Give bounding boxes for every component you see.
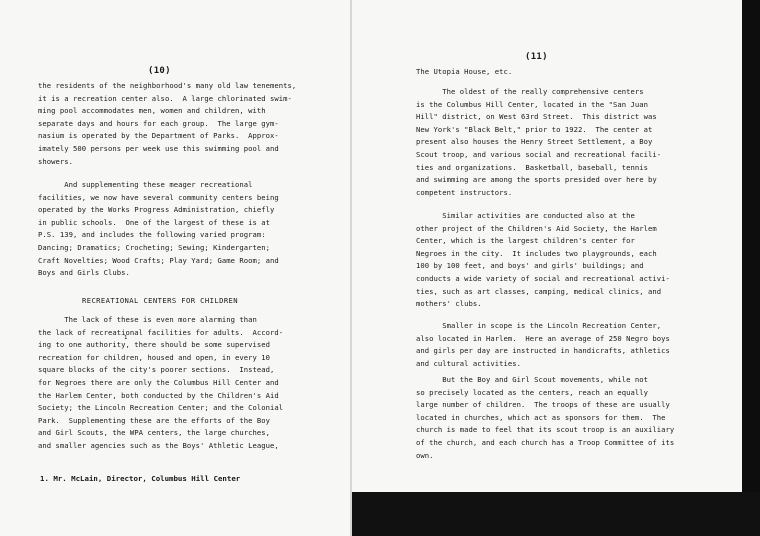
text-line: facilities, we now have several community centers being xyxy=(38,192,279,202)
text-line: conducts a wide variety of social and recreational activi- xyxy=(416,273,670,283)
text-line: other project of the Children's Aid Society, the Harlem xyxy=(416,223,657,233)
text-line: also located in Harlem. Here an average of 250 Negro boys xyxy=(416,333,670,343)
text-line: separate days and hours for each group. The large gym- xyxy=(38,118,279,128)
text-line: Society; the Lincoln Recreation Center; and the Colonial xyxy=(38,403,284,413)
text-line: is the Columbus Hill Center, located in the "San Juan xyxy=(416,99,648,109)
text-line: mothers' clubs. xyxy=(416,299,482,309)
right-paragraph-5 xyxy=(416,374,674,462)
left-page xyxy=(0,0,352,536)
text-line: and Girl Scouts, the WPA centers, the large churches, xyxy=(38,428,270,438)
scan-border-right xyxy=(742,0,760,492)
right-page xyxy=(352,0,742,492)
text-line: and swimming are among the sports presided over here by xyxy=(416,175,657,185)
text-line: imately 500 persons per week use this swimming pool and xyxy=(38,143,279,153)
text-line: own. xyxy=(416,450,434,460)
right-paragraph-3 xyxy=(416,210,670,311)
text-line: and smaller agencies such as the Boys' Athletic League, xyxy=(38,440,279,450)
text-line: P.S. 139, and includes the following varied program: xyxy=(38,230,266,240)
text-line: recreation for children, housed and open, in every 10 xyxy=(38,352,270,362)
text-line: Scout troop, and various social and recreational facili- xyxy=(416,149,662,159)
text-line: The Utopia House, etc. xyxy=(416,67,513,76)
text-line: located in churches, which act as sponsors for them. The xyxy=(416,412,666,422)
text-line: competent instructors. xyxy=(416,187,513,197)
text-line: Park. Supplementing these are the efforts of the Boy xyxy=(38,415,270,425)
text-line: operated by the Works Progress Administration, chiefly xyxy=(38,205,275,215)
text-line: in public schools. One of the largest of these is at xyxy=(38,217,270,227)
right-paragraph-1 xyxy=(416,66,512,79)
text-line: The oldest of the really comprehensive centers xyxy=(416,87,644,96)
text-line: Similar activities are conducted also at the xyxy=(416,211,635,220)
text-line: New York's "Black Belt," prior to 1922. The center at xyxy=(416,124,653,134)
section-heading: RECREATIONAL CENTERS FOR CHILDREN xyxy=(82,296,238,305)
text-line: Craft Novelties; Wood Crafts; Play Yard; Game Room; and xyxy=(38,255,279,265)
text-line: ties and organizations. Basketball, baseball, tennis xyxy=(416,162,648,172)
text-line: and cultural activities. xyxy=(416,358,522,368)
text-line: And supplementing these meager recreational xyxy=(38,180,253,189)
text-line: Negroes in the city. It includes two playgrounds, each xyxy=(416,248,657,258)
text-line: showers. xyxy=(38,156,74,166)
right-paragraph-2 xyxy=(416,86,661,199)
page-number-left: (10) xyxy=(148,66,171,76)
scan-border-bottom xyxy=(352,492,760,536)
text-line: Center, which is the largest children's center for xyxy=(416,236,635,246)
text-line: nasium is operated by the Department of Parks. Approx- xyxy=(38,131,279,141)
text-line: Dancing; Dramatics; Crocheting; Sewing; Kindergarten; xyxy=(38,242,270,252)
text-line: ming pool accommodates men, women and children, with xyxy=(38,106,266,116)
text-line: large number of children. The troops of these are usually xyxy=(416,400,670,410)
left-paragraph-1 xyxy=(38,80,296,168)
page-number-right: (11) xyxy=(525,52,548,62)
text-line: Smaller in scope is the Lincoln Recreation Center, xyxy=(416,321,662,330)
right-paragraph-4 xyxy=(416,320,670,370)
left-paragraph-2 xyxy=(38,179,279,280)
footnote-marker: 1 xyxy=(124,335,128,341)
footnote: 1. Mr. McLain, Director, Columbus Hill Center xyxy=(40,474,241,483)
text-line: the lack of recreational facilities for adults. Accord- xyxy=(38,327,284,337)
text-line: ties, such as art classes, camping, medical clinics, and xyxy=(416,286,662,296)
text-line: for Negroes there are only the Columbus Hill Center and xyxy=(38,377,279,387)
left-paragraph-3 xyxy=(38,314,283,453)
text-line: the Harlem Center, both conducted by the Children's Aid xyxy=(38,390,279,400)
text-line: present also houses the Henry Street Settlement, a Boy xyxy=(416,137,653,147)
text-line: square blocks of the city's poorer sections. Instead, xyxy=(38,365,275,375)
text-line: the residents of the neighborhood's many old law tenements, xyxy=(38,81,297,90)
text-line: ing to one authority, there should be some supervised xyxy=(38,340,270,350)
text-line: and girls per day are instructed in handicrafts, athletics xyxy=(416,346,670,356)
text-line: church is made to feel that its scout troop is an auxiliary xyxy=(416,425,675,435)
text-line: The lack of these is even more alarming than xyxy=(38,315,257,324)
text-line: it is a recreation center also. A large chlorinated swim- xyxy=(38,93,292,103)
text-line: But the Boy and Girl Scout movements, while not xyxy=(416,375,648,384)
text-line: Hill" district, on West 63rd Street. This district was xyxy=(416,112,657,122)
text-line: so precisely located as the centers, reach an equally xyxy=(416,387,648,397)
text-line: 100 by 100 feet, and boys' and girls' buildings; and xyxy=(416,261,644,271)
text-line: of the church, and each church has a Troop Committee of its xyxy=(416,437,675,447)
text-line: Boys and Girls Clubs. xyxy=(38,268,130,278)
